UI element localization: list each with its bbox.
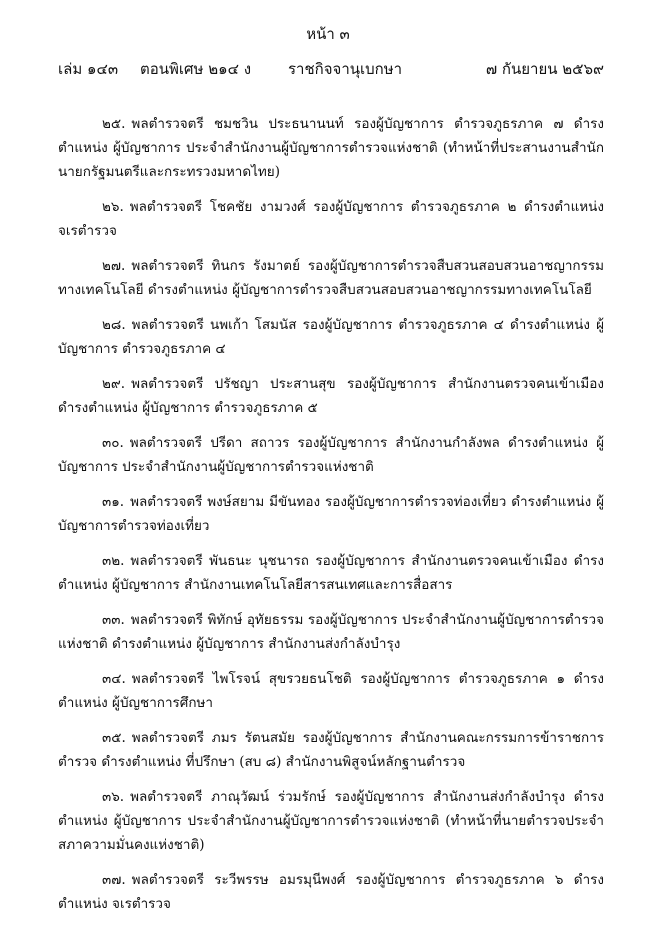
item-number: ๓๐. (102, 435, 124, 451)
item-number: ๓๖. (102, 789, 125, 805)
item-text: พลตำรวจตรี พงษ์สยาม มีขันทอง รองผู้บัญชาการตำรวจท่องเที่ยว ดำรงตำแหน่ง ผู้บัญชาการตำรวจท่องเที่ยว (58, 494, 604, 534)
item-number: ๒๕. (102, 116, 126, 132)
item-text: พลตำรวจตรี ชมชวิน ประธนานนท์ รองผู้บัญชาการ ตำรวจภูธรภาค ๗ ดำรงตำแหน่ง ผู้บัญชาการ ประจำสำนักงานผู้บัญชาการตำรวจแห่งชาติ (ทำหน้าที่ประสานงานสำนักนายกรัฐมนตรีและกระทรวงมหาดไทย) (58, 116, 604, 180)
item-text: พลตำรวจตรี โชคชัย งามวงศ์ รองผู้บัญชาการ ตำรวจภูธรภาค ๒ ดำรงตำแหน่ง จเรตำรวจ (58, 199, 604, 239)
list-item (58, 549, 604, 597)
item-number: ๓๒. (102, 553, 125, 569)
item-number: ๓๑. (102, 494, 125, 510)
item-number: ๓๕. (102, 730, 126, 746)
item-number: ๒๖. (102, 199, 124, 215)
list-item (58, 726, 604, 774)
item-text: พลตำรวจตรี นพเก้า โสมนัส รองผู้บัญชาการ ตำรวจภูธรภาค ๔ ดำรงตำแหน่ง ผู้บัญชาการ ตำรวจภูธรภาค ๔ (58, 317, 604, 357)
list-item (58, 112, 604, 184)
item-text: พลตำรวจตรี พิทักษ์ อุทัยธรรม รองผู้บัญชาการ ประจำสำนักงานผู้บัญชาการตำรวจแห่งชาติ ดำรงตำแหน่ง ผู้บัญชาการ สำนักงานส่งกำลังบำรุง (58, 612, 604, 652)
volume-label: เล่ม ๑๔๓ (58, 60, 119, 78)
page-number: หน้า ๓ (306, 25, 350, 43)
item-number: ๒๘. (102, 317, 126, 333)
list-item (58, 254, 604, 302)
item-number: ๓๗. (102, 872, 126, 888)
list-item (58, 608, 604, 656)
item-text: พลตำรวจตรี พันธนะ นุชนารถ รองผู้บัญชาการ สำนักงานตรวจคนเข้าเมือง ดำรงตำแหน่ง ผู้บัญชาการ สำนักงานเทคโนโลยีสารสนเทศและการสื่อสาร (58, 553, 604, 593)
item-text: พลตำรวจตรี ปรัชญา ประสานสุข รองผู้บัญชาการ สำนักงานตรวจคนเข้าเมือง ดำรงตำแหน่ง ผู้บัญชาการ ตำรวจภูธรภาค ๕ (58, 376, 604, 416)
item-text: พลตำรวจตรี ภาณุวัฒน์ ร่วมรักษ์ รองผู้บัญชาการ สำนักงานส่งกำลังบำรุง ดำรงตำแหน่ง ผู้บัญชาการ ประจำสำนักงานผู้บัญชาการตำรวจแห่งชาติ (ทำหน้าที่นายตำรวจประจำสภาความมั่นคงแห่งชาติ) (58, 789, 604, 853)
item-number: ๒๗. (102, 258, 126, 274)
item-text: พลตำรวจตรี ปรีดา สถาวร รองผู้บัญชาการ สำนักงานกำลังพล ดำรงตำแหน่ง ผู้บัญชาการ ประจำสำนักงานผู้บัญชาการตำรวจแห่งชาติ (58, 435, 604, 475)
list-item (58, 785, 604, 857)
item-number: ๓๔. (102, 671, 126, 687)
item-number: ๓๓. (102, 612, 125, 628)
item-text: พลตำรวจตรี ระวีพรรษ อมรมุนีพงศ์ รองผู้บัญชาการ ตำรวจภูธรภาค ๖ ดำรงตำแหน่ง จเรตำรวจ (58, 872, 604, 912)
appointment-list (58, 112, 604, 927)
gazette-title: ราชกิจจานุเบกษา (288, 60, 403, 78)
issue-date: ๗ กันยายน ๒๕๖๙ (485, 60, 604, 78)
issue-label: ตอนพิเศษ ๒๑๔ ง (140, 60, 252, 78)
list-item (58, 372, 604, 420)
list-item (58, 195, 604, 243)
item-text: พลตำรวจตรี ภมร รัตนสมัย รองผู้บัญชาการ สำนักงานคณะกรรมการข้าราชการตำรวจ ดำรงตำแหน่ง ที่ปรึกษา (สบ ๘) สำนักงานพิสูจน์หลักฐานตำรวจ (58, 730, 604, 770)
item-text: พลตำรวจตรี ทินกร รังมาตย์ รองผู้บัญชาการตำรวจสืบสวนสอบสวนอาชญากรรมทางเทคโนโลยี ดำรงตำแหน่ง ผู้บัญชาการตำรวจสืบสวนสอบสวนอาชญากรรมทางเทคโนโลยี (58, 258, 604, 298)
gazette-header (58, 57, 604, 79)
list-item (58, 667, 604, 715)
list-item (58, 431, 604, 479)
item-text: พลตำรวจตรี ไพโรจน์ สุขรวยธนโชติ รองผู้บัญชาการ ตำรวจภูธรภาค ๑ ดำรงตำแหน่ง ผู้บัญชาการศึกษา (58, 671, 604, 711)
item-number: ๒๙. (102, 376, 126, 392)
list-item (58, 490, 604, 538)
list-item (58, 313, 604, 361)
list-item (58, 868, 604, 916)
